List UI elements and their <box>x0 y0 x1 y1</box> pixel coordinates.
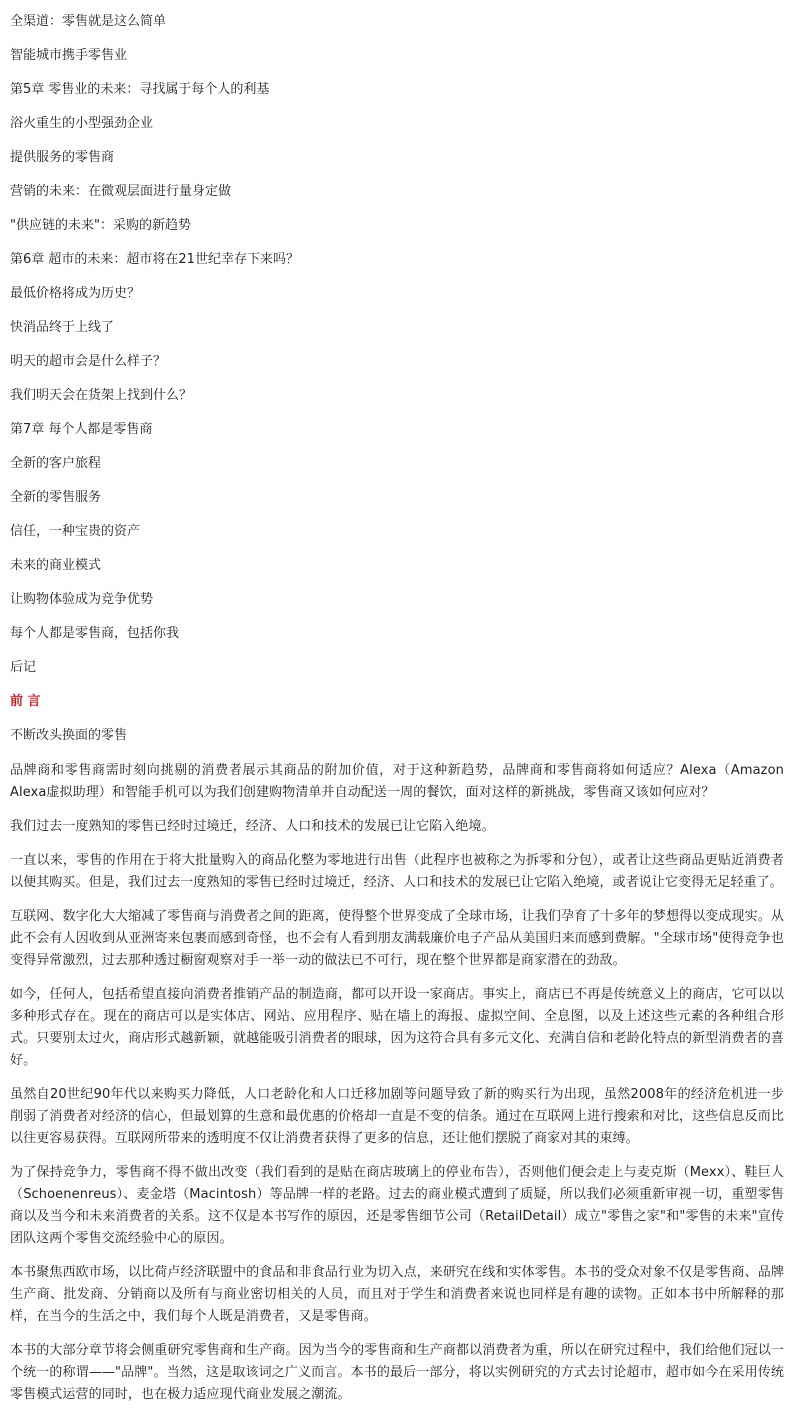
toc-item[interactable]: 信任，一种宝贵的资产 <box>10 524 141 539</box>
toc-item[interactable]: 我们明天会在货架上找到什么？ <box>10 388 193 403</box>
toc-item[interactable]: 明天的超市会是什么样子？ <box>10 354 167 369</box>
toc-item[interactable]: 未来的商业模式 <box>10 558 102 573</box>
preface-paragraph: 互联网、数字化大大缩减了零售商与消费者之间的距离，使得整个世界变成了全球市场，让我们孕育了十多年的梦想得以变成现实。从此不会有人因收到从亚洲寄来包裹而感到奇怪，也不会有人看到朋友满载廉价电子产品从美国归来而感到费解。"全球市场"使得竞争也变得异常激烈，过去那种透过橱窗观察对手一举一动的做法已不可行，现在整个世界都是商家潜在的劲敌。 <box>10 909 784 968</box>
toc-chapter-7[interactable]: 第7章 每个人都是零售商 <box>10 422 153 437</box>
toc-chapter-5[interactable]: 第5章 零售业的未来：寻找属于每个人的利基 <box>10 82 270 97</box>
toc-chapter-6[interactable]: 第6章 超市的未来：超市将在21世纪幸存下来吗？ <box>10 252 299 267</box>
toc-item[interactable]: 浴火重生的小型强劲企业 <box>10 116 154 131</box>
preface-paragraph: 为了保持竞争力，零售商不得不做出改变（我们看到的是贴在商店玻璃上的停业布告），否则他们便会走上与麦克斯（Mexx）、鞋巨人（Schoenenreus）、麦金塔（Macintosh）等品牌一样的老路。过去的商业模式遭到了质疑，所以我们必须重新审视一切，重塑零售商以及当今和未来消费者的关系。这不仅是本书写作的原因，还是零售细节公司（RetailDetail）成立"零售之家"和"零售的未来"宣传团队这两个零售交流经验中心的原因。 <box>10 1165 784 1246</box>
preface-subtitle: 不断改头换面的零售 <box>10 728 128 743</box>
toc-item[interactable]: "供应链的未来"：采购的新趋势 <box>10 218 191 233</box>
table-of-contents <box>10 12 784 692</box>
toc-item[interactable]: 提供服务的零售商 <box>10 150 115 165</box>
preface-heading: 前 言 <box>10 694 41 709</box>
preface-paragraph: 虽然自20世纪90年代以来购买力降低，人口老龄化和人口迁移加剧等问题导致了新的购买行为出现，虽然2008年的经济危机进一步削弱了消费者对经济的信心，但最划算的生意和最优惠的价格却一直是不变的信条。通过在互联网上进行搜索和对比，这些信息反而比以往更容易获得。互联网所带来的透明度不仅让消费者获得了更多的信息，还让他们摆脱了商家对其的束缚。 <box>10 1087 784 1146</box>
toc-item[interactable]: 每个人都是零售商，包括你我 <box>10 626 180 641</box>
toc-item[interactable]: 让购物体验成为竞争优势 <box>10 592 154 607</box>
preface-paragraph: 一直以来，零售的作用在于将大批量购入的商品化整为零地进行出售（此程序也被称之为拆零和分包），或者让这些商品更贴近消费者以便其购买。但是，我们过去一度熟知的零售已经时过境迁，经济、人口和技术的发展已让它陷入绝境，或者说让它变得无足轻重了。 <box>10 853 784 890</box>
toc-item[interactable]: 全新的零售服务 <box>10 490 102 505</box>
toc-afterword[interactable]: 后记 <box>10 660 37 675</box>
toc-item[interactable]: 全渠道：零售就是这么简单 <box>10 14 167 29</box>
toc-item[interactable]: 最低价格将成为历史？ <box>10 286 141 301</box>
toc-item[interactable]: 智能城市携手零售业 <box>10 48 128 63</box>
preface-paragraph: 我们过去一度熟知的零售已经时过境迁，经济、人口和技术的发展已让它陷入绝境。 <box>10 819 495 834</box>
preface-paragraph: 品牌商和零售商需时刻向挑剔的消费者展示其商品的附加价值，对于这种新趋势，品牌商和零售商将如何适应？Alexa（Amazon Alexa虚拟助理）和智能手机可以为我们创建购物清单并自动配送一周的餐饮，面对这样的新挑战，零售商又该如何应对？ <box>10 763 784 800</box>
preface-paragraph: 如今，任何人，包括希望直接向消费者推销产品的制造商，都可以开设一家商店。事实上，商店已不再是传统意义上的商店，它可以以多种形式存在。现在的商店可以是实体店、网站、应用程序、贴在墙上的海报、虚拟空间、全息图，以及上述这些元素的各种组合形式。只要别太过火，商店形式越新颖，就越能吸引消费者的眼球，因为这符合具有多元文化、充满自信和老龄化特点的新型消费者的喜好。 <box>10 987 784 1068</box>
preface-paragraph: 本书聚焦西欧市场，以比荷卢经济联盟中的食品和非食品行业为切入点，来研究在线和实体零售。本书的受众对象不仅是零售商、品牌生产商、批发商、分销商以及所有与商业密切相关的人员，而且对于学生和消费者来说也同样是有趣的读物。正如本书中所解释的那样，在当今的生活之中，我们每个人既是消费者，又是零售商。 <box>10 1265 784 1324</box>
toc-item[interactable]: 全新的客户旅程 <box>10 456 102 471</box>
preface-paragraph: 本书的大部分章节将会侧重研究零售商和生产商。因为当今的零售商和生产商都以消费者为重，所以在研究过程中，我们给他们冠以一个统一的称谓——"品牌"。当然，这是取该词之广义而言。本书的最后一部分，将以实例研究的方式去讨论超市，超市如今在采用传统零售模式运营的同时，也在极力适应现代商业发展之潮流。 <box>10 1343 784 1402</box>
toc-item[interactable]: 快消品终于上线了 <box>10 320 115 335</box>
toc-item[interactable]: 营销的未来：在微观层面进行量身定做 <box>10 184 232 199</box>
preface-section <box>10 692 784 1406</box>
